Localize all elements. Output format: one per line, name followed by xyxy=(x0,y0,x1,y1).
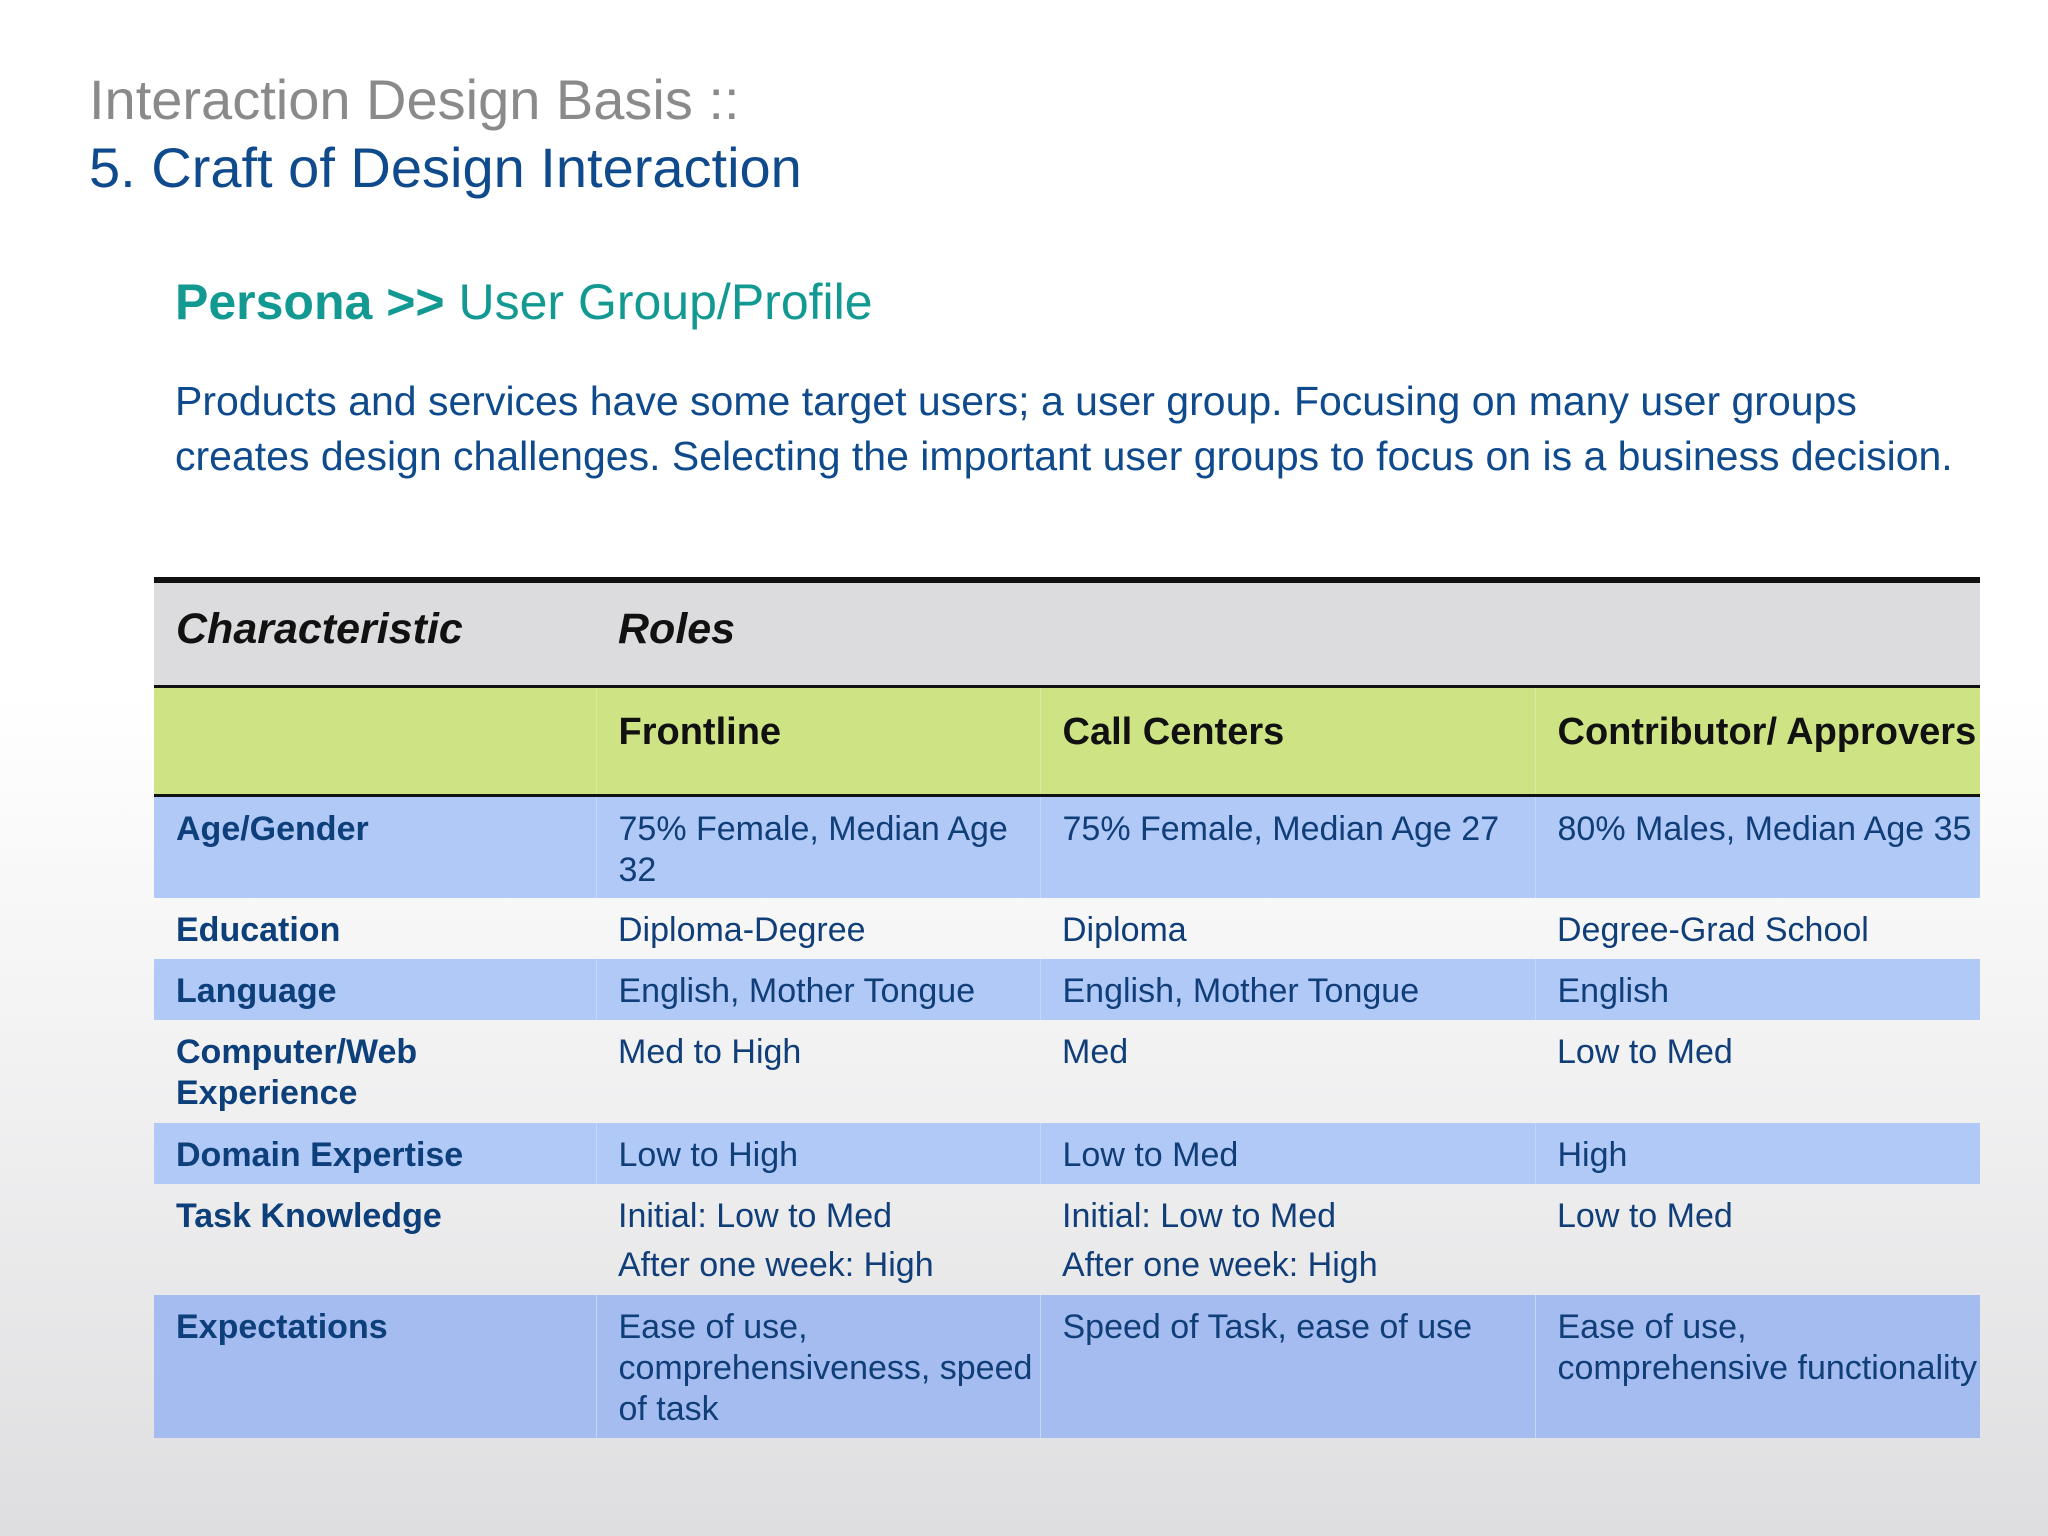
table-row-education xyxy=(154,898,1980,959)
cell-line: Initial: Low to Med xyxy=(1062,1196,1337,1235)
cell-frontline: Med to High xyxy=(618,1032,802,1071)
row-label: Education xyxy=(176,910,341,949)
cell-frontline xyxy=(596,1184,1040,1295)
row-label: Language xyxy=(154,959,596,1020)
table-row-task-knowledge xyxy=(154,1184,1980,1295)
role-contributor-approvers: Contributor/ Approvers xyxy=(1535,687,1980,796)
row-label: Task Knowledge xyxy=(176,1196,442,1235)
title-main: 5. Craft of Design Interaction xyxy=(89,136,802,199)
roles-row xyxy=(154,687,1980,796)
section-heading-strong: Persona >> xyxy=(175,274,445,330)
cell-contributor-approvers: 80% Males, Median Age 35 xyxy=(1535,796,1980,898)
role-frontline: Frontline xyxy=(596,687,1040,796)
cell-frontline: Diploma-Degree xyxy=(618,910,866,949)
title-breadcrumb: Interaction Design Basis :: xyxy=(89,68,740,131)
table-row-computer-web-experience xyxy=(154,1020,1980,1123)
cell-contributor-approvers: High xyxy=(1535,1123,1980,1184)
cell-call-centers xyxy=(1040,1184,1535,1295)
cell-line: Low to Med xyxy=(1557,1196,1733,1235)
cell-contributor-approvers xyxy=(1535,1184,1980,1295)
cell-line: Initial: Low to Med xyxy=(618,1196,893,1235)
row-label: Expectations xyxy=(154,1295,596,1438)
cell-frontline: Low to High xyxy=(596,1123,1040,1184)
cell-frontline: Ease of use, comprehensiveness, speed of task xyxy=(596,1295,1040,1438)
row-label: Domain Expertise xyxy=(154,1123,596,1184)
slide-title xyxy=(89,66,802,202)
persona-table xyxy=(154,577,1980,1438)
cell-line: After one week: High xyxy=(618,1245,934,1284)
table-header-row xyxy=(154,580,1980,687)
cell-call-centers: 75% Female, Median Age 27 xyxy=(1040,796,1535,898)
section-heading xyxy=(175,272,873,332)
cell-line: After one week: High xyxy=(1062,1245,1378,1284)
cell-frontline: English, Mother Tongue xyxy=(596,959,1040,1020)
section-heading-rest: User Group/Profile xyxy=(444,274,873,330)
cell-call-centers: English, Mother Tongue xyxy=(1040,959,1535,1020)
row-label: Age/Gender xyxy=(154,796,596,898)
header-characteristic: Characteristic xyxy=(154,580,596,687)
cell-frontline: 75% Female, Median Age 32 xyxy=(596,796,1040,898)
intro-paragraph: Products and services have some target users; a user group. Focusing on many user groups creates design challenges. Selecting the important user groups to focus on is a business decision. xyxy=(175,378,1953,479)
cell-contributor-approvers: Degree-Grad School xyxy=(1557,910,1869,949)
cell-call-centers: Med xyxy=(1062,1032,1129,1071)
cell-call-centers: Low to Med xyxy=(1040,1123,1535,1184)
cell-contributor-approvers: English xyxy=(1535,959,1980,1020)
table-row-expectations xyxy=(154,1295,1980,1438)
table-row-age-gender xyxy=(154,796,1980,898)
cell-call-centers: Diploma xyxy=(1062,910,1187,949)
table-row-language xyxy=(154,959,1980,1020)
cell-contributor-approvers: Ease of use, comprehensive functionality xyxy=(1535,1295,1980,1438)
cell-call-centers: Speed of Task, ease of use xyxy=(1040,1295,1535,1438)
header-roles: Roles xyxy=(596,580,1980,687)
table-row-domain-expertise xyxy=(154,1123,1980,1184)
roles-row-spacer xyxy=(154,687,596,796)
cell-contributor-approvers: Low to Med xyxy=(1557,1032,1733,1071)
row-label: Computer/Web Experience xyxy=(176,1032,418,1112)
role-call-centers: Call Centers xyxy=(1040,687,1535,796)
